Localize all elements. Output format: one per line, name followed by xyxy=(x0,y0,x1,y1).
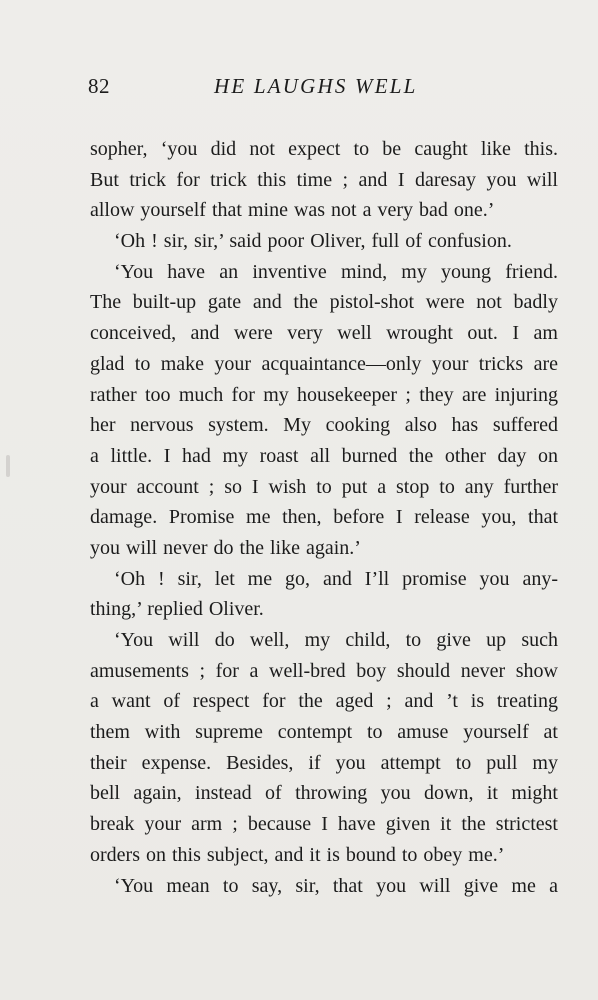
text-line: break your arm ; because I have given it the strictest xyxy=(90,813,558,836)
body-text xyxy=(90,134,558,901)
text-line: amusements ; for a well-bred boy should never show xyxy=(90,659,558,682)
text-line: allow yourself that mine was not a very bad one.’ xyxy=(90,199,495,222)
text-line: ‘You mean to say, sir, that you will give me a xyxy=(114,874,558,897)
text-line: their expense. Besides, if you attempt to pull my xyxy=(90,751,558,774)
text-line: your account ; so I wish to put a stop to any further xyxy=(90,475,558,498)
text-line: bell again, instead of throwing you down, it might xyxy=(90,782,558,805)
text-line: But trick for trick this time ; and I daresay you will xyxy=(90,168,558,191)
text-line: them with supreme contempt to amuse yourself at xyxy=(90,721,558,744)
text-line: damage. Promise me then, before I release you, that xyxy=(90,506,558,529)
text-line: glad to make your acquaintance—only your tricks are xyxy=(90,352,558,375)
text-line: ‘You will do well, my child, to give up such xyxy=(114,629,558,651)
text-line: ‘Oh ! sir, let me go, and I’ll promise you any- xyxy=(114,567,558,590)
text-line: thing,’ replied Oliver. xyxy=(90,598,264,621)
running-title: HE LAUGHS WELL xyxy=(214,74,418,98)
text-line: a little. I had my roast all burned the other day on xyxy=(90,444,558,467)
text-line: a want of respect for the aged ; and ’t is treating xyxy=(90,690,558,713)
text-line: you will never do the like again.’ xyxy=(90,536,361,559)
running-head xyxy=(88,74,558,104)
text-line: conceived, and were very well wrought out. I am xyxy=(90,322,558,345)
text-line: rather too much for my housekeeper ; they are injuring xyxy=(90,383,558,406)
text-line: The built-up gate and the pistol-shot were not badly xyxy=(90,291,558,314)
paper-smudge xyxy=(6,455,10,477)
page-number: 82 xyxy=(88,74,110,98)
text-line: orders on this subject, and it is bound to obey me.’ xyxy=(90,843,505,866)
text-line: ‘You have an inventive mind, my young friend. xyxy=(114,260,558,283)
text-line: ‘Oh ! sir, sir,’ said poor Oliver, full of confusion. xyxy=(114,230,512,253)
text-line: her nervous system. My cooking also has suffered xyxy=(90,414,558,437)
text-line: sopher, ‘you did not expect to be caught like this. xyxy=(90,138,558,160)
